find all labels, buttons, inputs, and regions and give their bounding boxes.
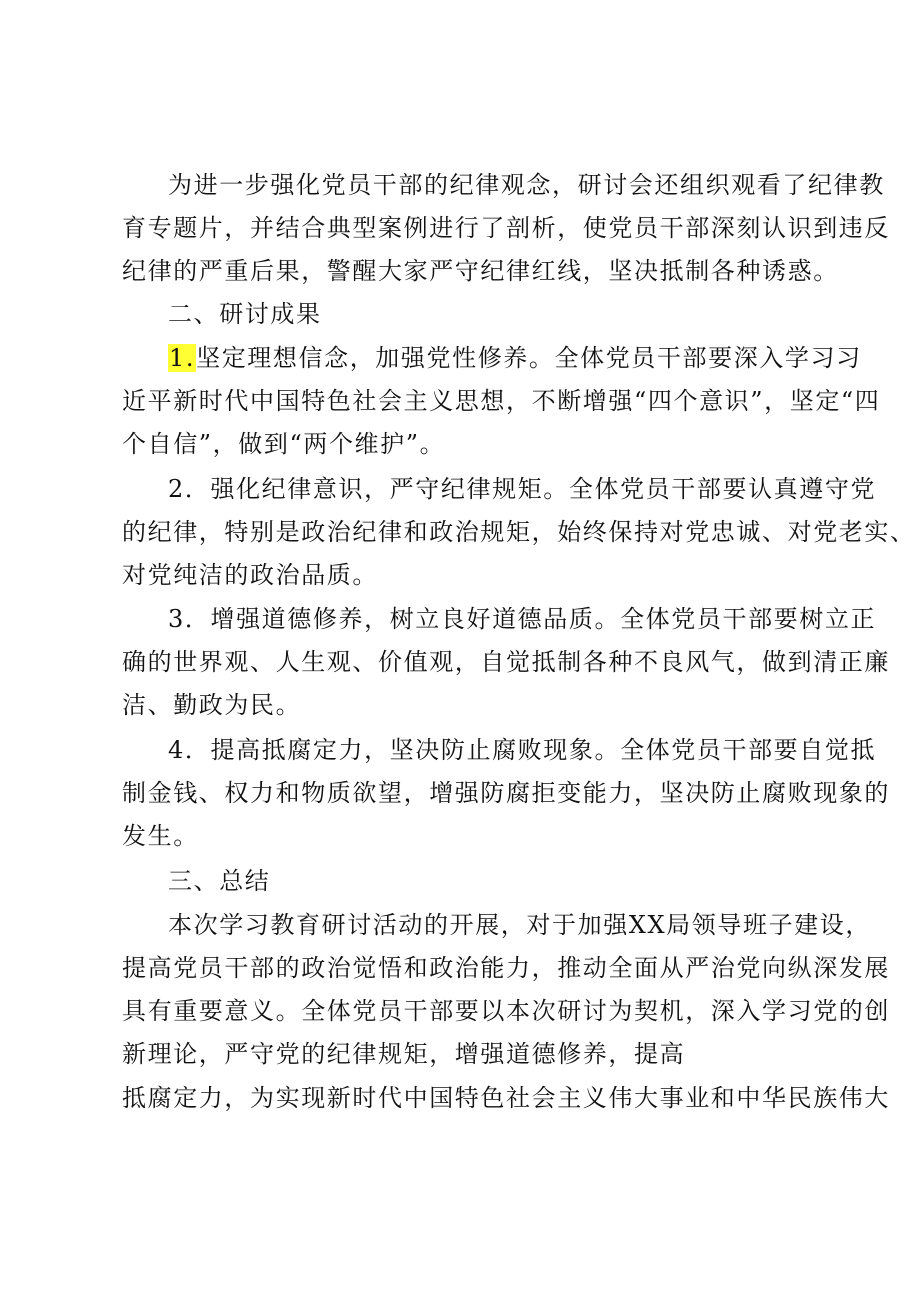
paragraph-text: 坚定理想信念，加强党性修养。全体党员干部要深入学习习 bbox=[196, 344, 862, 372]
paragraph-line: 抵腐定力，为实现新时代中国特色社会主义伟大事业和中华民族伟大 bbox=[122, 1084, 890, 1112]
paragraph-line bbox=[168, 343, 862, 373]
paragraph-line: 洁、勤政为民。 bbox=[122, 691, 302, 719]
paragraph-line: 4．提高抵腐定力，坚决防止腐败现象。全体党员干部要自觉抵 bbox=[168, 736, 877, 764]
paragraph-line: 具有重要意义。全体党员干部要以本次研讨为契机，深入学习党的创 bbox=[122, 997, 890, 1025]
highlighted-number: 1. bbox=[169, 344, 196, 372]
paragraph-line: 纪律的严重后果，警醒大家严守纪律红线，坚决抵制各种诱惑。 bbox=[122, 257, 839, 285]
paragraph-line: 对党纯洁的政治品质。 bbox=[122, 561, 378, 589]
paragraph-line: 育专题片，并结合典型案例进行了剖析，使党员干部深刻认识到违反 bbox=[122, 214, 890, 242]
section-heading: 二、研讨成果 bbox=[168, 300, 322, 328]
paragraph-line: 发生。 bbox=[122, 822, 199, 850]
paragraph-line: 确的世界观、人生观、价值观，自觉抵制各种不良风气，做到清正廉 bbox=[122, 648, 890, 676]
paragraph-line: 制金钱、权力和物质欲望，增强防腐拒变能力，坚决防止腐败现象的 bbox=[122, 779, 890, 807]
paragraph-line: 的纪律，特别是政治纪律和政治规矩，始终保持对党忠诚、对党老实、 bbox=[122, 518, 916, 546]
paragraph-line: 新理论，严守党的纪律规矩，增强道德修养，提高 bbox=[122, 1040, 686, 1068]
paragraph-line: 个自信”，做到“两个维护”。 bbox=[122, 430, 446, 458]
paragraph-line: 3．增强道德修养，树立良好道德品质。全体党员干部要树立正 bbox=[168, 605, 877, 633]
paragraph-line: 2．强化纪律意识，严守纪律规矩。全体党员干部要认真遵守党 bbox=[168, 475, 877, 503]
paragraph-line: 为进一步强化党员干部的纪律观念，研讨会还组织观看了纪律教 bbox=[168, 171, 885, 199]
paragraph-line: 提高党员干部的政治觉悟和政治能力，推动全面从严治党向纵深发展 bbox=[122, 954, 890, 982]
section-heading: 三、总结 bbox=[168, 867, 271, 895]
paragraph-line: 近平新时代中国特色社会主义思想，不断增强“四个意识”，坚定“四 bbox=[122, 387, 881, 415]
paragraph-line: 本次学习教育研讨活动的开展，对于加强XX局领导班子建设， bbox=[168, 911, 871, 939]
